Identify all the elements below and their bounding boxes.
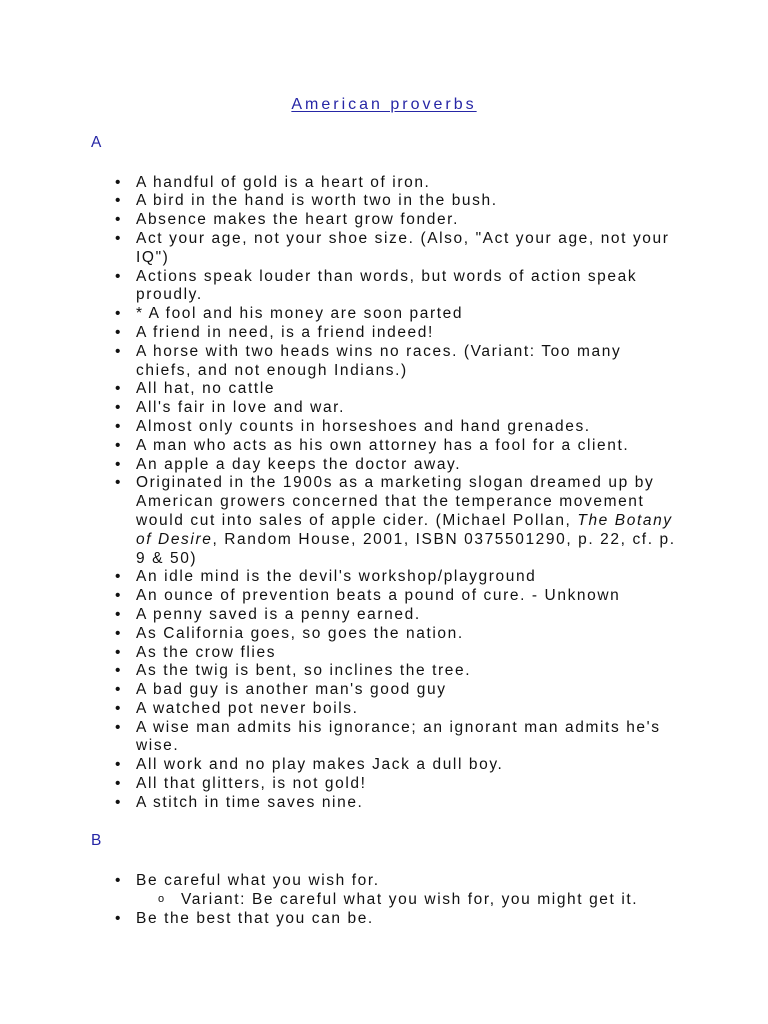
section-letter-heading: A: [91, 133, 103, 151]
list-item: [136, 380, 681, 399]
item-text: A bird in the hand is worth two in the bush.: [136, 192, 498, 210]
item-text: An idle mind is the devil's workshop/playground: [136, 568, 537, 586]
title-bar: [0, 94, 768, 116]
list-item: [136, 456, 681, 475]
item-text: An apple a day keeps the doctor away.: [136, 455, 462, 473]
list-item: [136, 606, 681, 625]
item-text: As California goes, so goes the nation.: [136, 624, 464, 642]
list-item: [136, 418, 681, 437]
list-item: [136, 343, 681, 381]
item-text: Act your age, not your shoe size. (Also, "Act your age, not your IQ"): [136, 229, 670, 266]
list-item: [136, 910, 681, 929]
item-text: A watched pot never boils.: [136, 699, 359, 717]
list-item: [136, 625, 681, 644]
sub-list: [136, 891, 681, 910]
proverb-list: [91, 174, 681, 813]
page-title: American proverbs: [291, 96, 477, 113]
item-text: A bad guy is another man's good guy: [136, 681, 447, 699]
item-text: A penny saved is a penny earned.: [136, 605, 421, 623]
item-text: A wise man admits his ignorance; an ignorant man admits he's wise.: [136, 718, 661, 755]
list-item: [136, 756, 681, 775]
list-item: [136, 775, 681, 794]
item-text: An ounce of prevention beats a pound of cure. - Unknown: [136, 587, 621, 605]
book-title: The Botany of Desire: [136, 511, 673, 548]
item-text: Absence makes the heart grow fonder.: [136, 211, 459, 229]
item-text: * A fool and his money are soon parted: [136, 305, 464, 323]
item-text: A friend in need, is a friend indeed!: [136, 323, 434, 341]
item-text: All work and no play makes Jack a dull boy.: [136, 756, 504, 774]
list-item: [136, 324, 681, 343]
list-item: [136, 719, 681, 757]
item-text: As the twig is bent, so inclines the tree.: [136, 662, 472, 680]
proverb-list: [91, 872, 681, 928]
list-item: [136, 230, 681, 268]
list-item: [136, 568, 681, 587]
list-item: [136, 662, 681, 681]
item-text: Actions speak louder than words, but words of action speak proudly.: [136, 267, 638, 304]
list-item: [136, 644, 681, 663]
list-item: [136, 794, 681, 813]
item-text-segment: , Random House, 2001, ISBN 0375501290, p. 22, cf. p. 9 & 50): [136, 530, 676, 567]
list-item: [136, 399, 681, 418]
list-item: [136, 700, 681, 719]
item-text: Be the best that you can be.: [136, 910, 374, 928]
list-item: [136, 872, 681, 910]
list-item: [136, 437, 681, 456]
list-item: [136, 305, 681, 324]
item-text: A horse with two heads wins no races. (Variant: Too many chiefs, and not enough Indians.): [136, 342, 622, 379]
item-text: As the crow flies: [136, 643, 277, 661]
list-item: [136, 174, 681, 193]
list-item: [136, 268, 681, 306]
proverbs-section-b: [91, 832, 691, 928]
proverbs-section-a: [91, 134, 691, 813]
item-text: A handful of gold is a heart of iron.: [136, 173, 431, 191]
list-item: [136, 474, 681, 568]
list-item: [136, 681, 681, 700]
item-text: All hat, no cattle: [136, 380, 276, 398]
item-text: A man who acts as his own attorney has a fool for a client.: [136, 436, 630, 454]
list-item: [136, 192, 681, 211]
list-item: [136, 211, 681, 230]
sub-list-item: o Variant: Be careful what you wish for, you might get it.: [181, 891, 681, 910]
section-letter-heading: B: [91, 832, 103, 850]
item-text: A stitch in time saves nine.: [136, 793, 364, 811]
item-text: Almost only counts in horseshoes and hand grenades.: [136, 417, 591, 435]
list-item: [136, 587, 681, 606]
item-text: All's fair in love and war.: [136, 399, 345, 417]
item-text: All that glitters, is not gold!: [136, 775, 367, 793]
item-text: Be careful what you wish for.: [136, 872, 380, 890]
item-text-segment: Originated in the 1900s as a marketing slogan dreamed up by American growers concerned that the temperance movement would cut into sales of apple cider. (Michael Pollan,: [136, 474, 655, 529]
